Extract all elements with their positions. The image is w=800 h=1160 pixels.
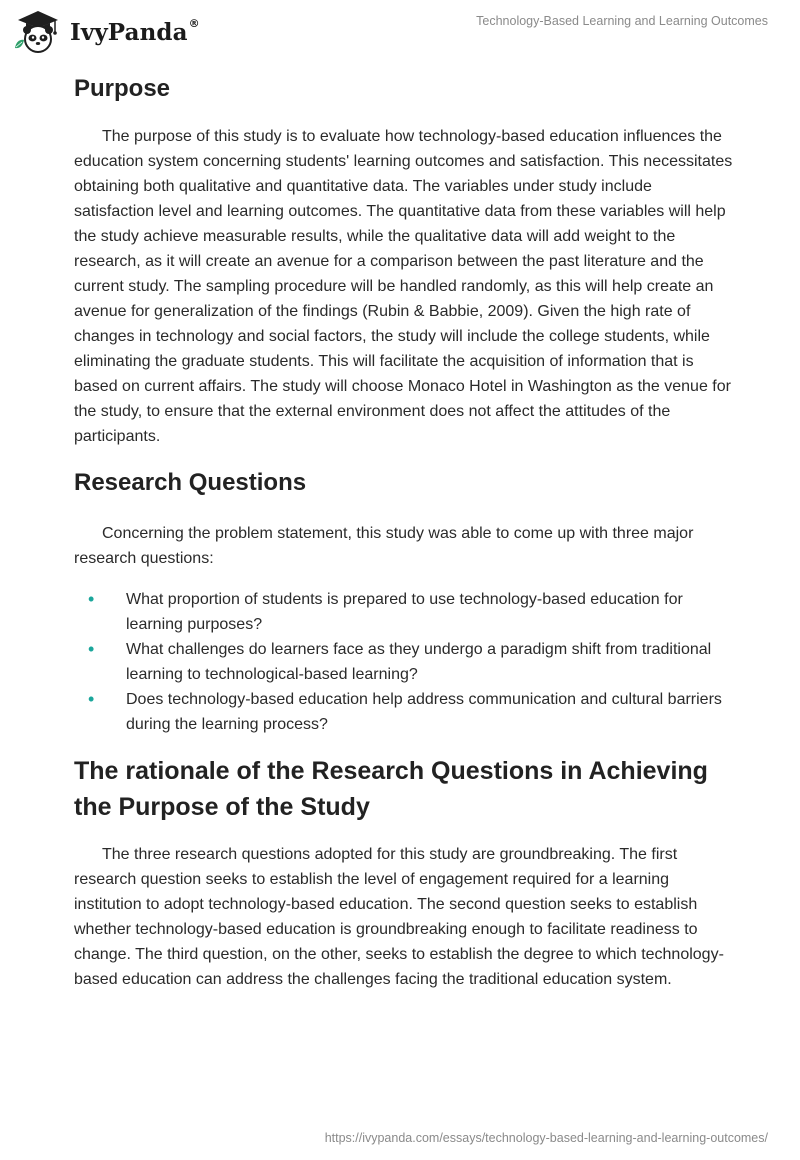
research-questions-heading: Research Questions [74,469,307,496]
list-item-text: What challenges do learners face as they undergo a paradigm shift from traditional learning to technological-based learning? [126,641,712,683]
list-item-text: What proportion of students is prepared to use technology-based education for learning purposes? [126,591,683,633]
purpose-paragraph: The purpose of this study is to evaluate how technology-based education influences the education system concerning students' learning outcomes and satisfaction. This necessitates obtaining both qualitative and quantitative data. The variables under study include satisfaction level and learning outcomes. The quantitative data from these variables will help the study achieve measurable results, while the qualitative data will add weight to the research, as it will create an avenue for a comparison between the past literature and the current study. The sampling procedure will be handled randomly, as this will help create an avenue for generalization of the findings (Rubin & Babbie, 2009). Given the high rate of changes in technology and social factors, the study will include the college students, while eliminating the graduate students. This will facilitate the acquisition of information that is based on current affairs. The study will choose Monaco Hotel in Washington as the venue for the study, to ensure that the external environment does not affect the attitudes of the participants. [74,128,733,445]
document-title: Technology-Based Learning and Learning Outcomes [476,14,768,28]
list-item [74,637,734,687]
source-url[interactable]: https://ivypanda.com/essays/technology-based-learning-and-learning-outcomes/ [324,1131,768,1145]
brand-name: IvyPanda® [70,16,200,46]
rationale-heading: The rationale of the Research Questions in Achieving the Purpose of the Study [74,757,708,821]
rationale-paragraph: The three research questions adopted for this study are groundbreaking. The first research question seeks to establish the level of engagement required for a learning institution to adopt technology-based education. The second question seeks to establish whether technology-based education is groundbreaking enough to facilitate readiness to change. The third question, on the other, seeks to establish the degree to which technology-based education can address the challenges facing the traditional education system. [74,846,724,988]
research-questions-list [74,587,734,737]
bullet-dot-icon: • [88,589,95,609]
essay-content [74,72,734,992]
panda-logo-icon [12,8,64,54]
brand-logo[interactable] [12,8,200,54]
list-item [74,587,734,637]
bullet-dot-icon: • [88,639,95,659]
list-item-text: Does technology-based education help address communication and cultural barriers during the learning process? [126,691,722,733]
page-header [0,0,800,60]
list-item [74,687,734,737]
research-questions-intro: Concerning the problem statement, this study was able to come up with three major research questions: [74,525,694,567]
purpose-heading: Purpose [74,75,171,102]
bullet-dot-icon: • [88,689,95,709]
registered-mark: ® [188,16,200,30]
